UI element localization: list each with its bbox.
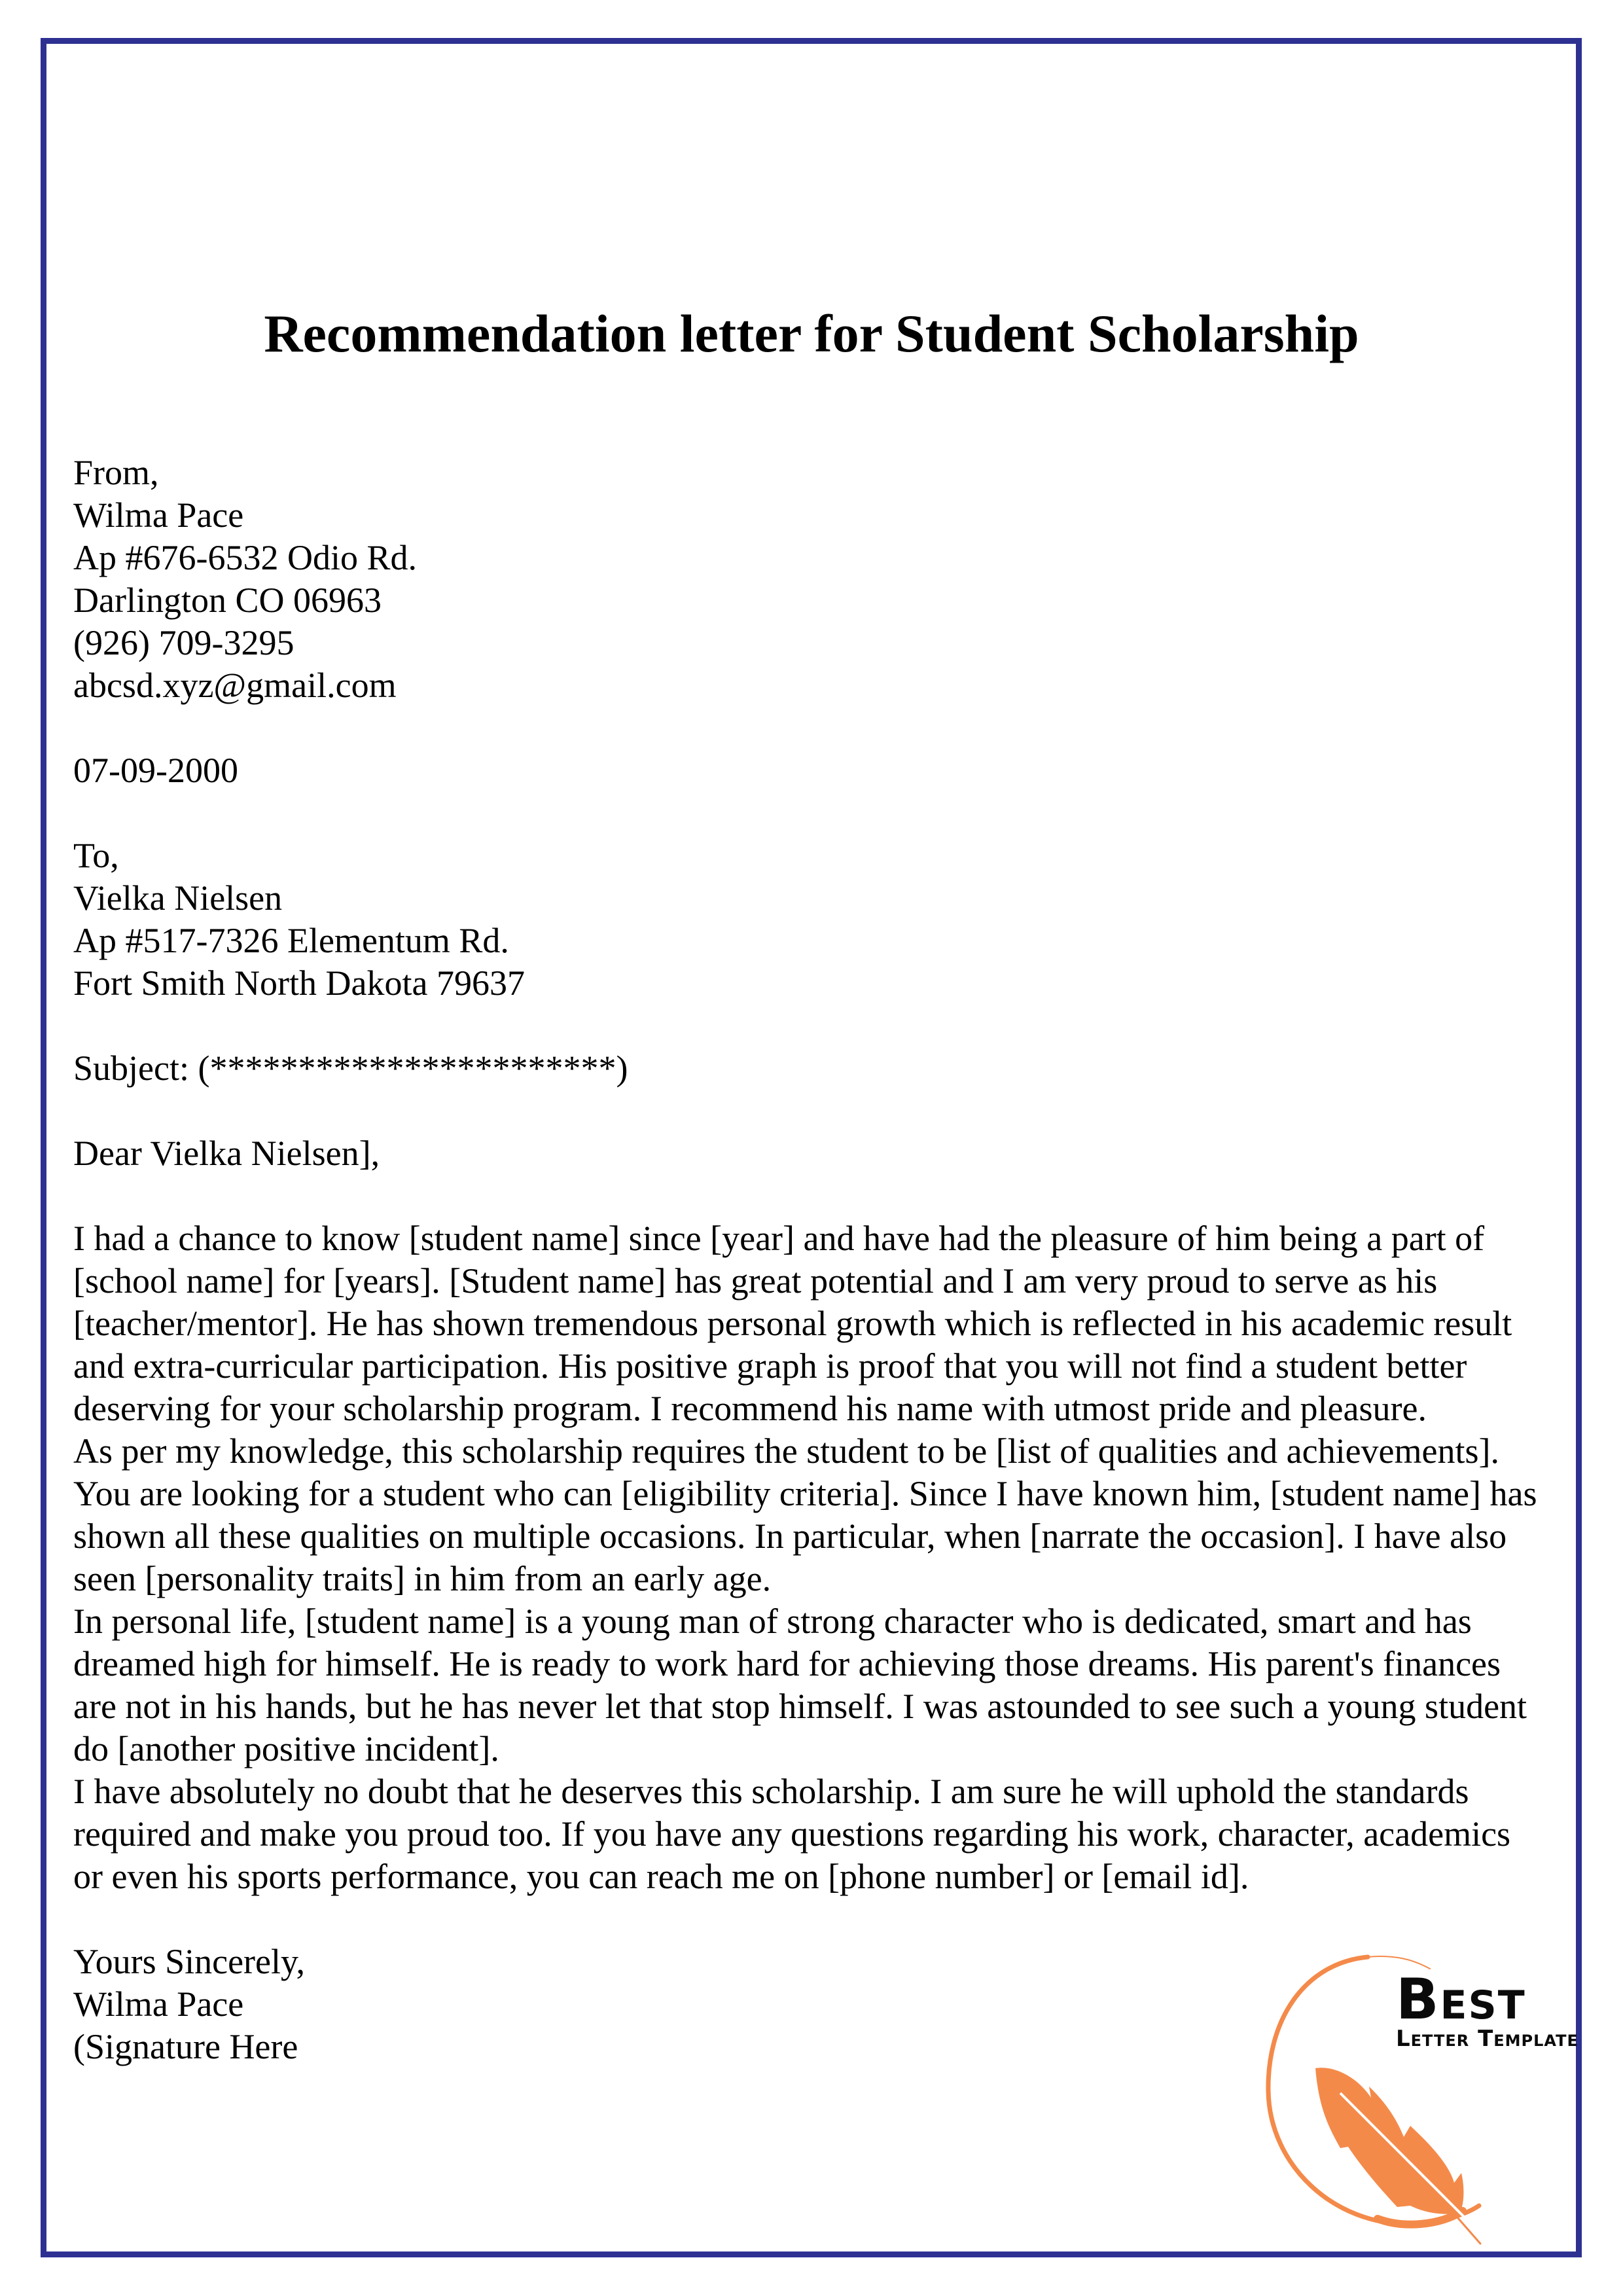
recipient-address-line2: Fort Smith North Dakota 79637 (73, 963, 525, 1003)
document-title: Recommendation letter for Student Scholarship (264, 304, 1359, 363)
body-line: are not in his hands, but he has never let that stop himself. I was astounded to see such a young student (73, 1687, 1527, 1726)
letter-body (73, 452, 1572, 2068)
spacer (73, 1005, 1572, 1047)
salutation: Dear Vielka Nielsen], (73, 1134, 380, 1173)
valediction: Yours Sincerely, (73, 1942, 306, 1981)
closing-name: Wilma Pace (73, 1984, 244, 2024)
sender-block (73, 452, 1572, 707)
body-line: dreamed high for himself. He is ready to work hard for achieving those dreams. His parent's finances (73, 1644, 1501, 1683)
spacer (73, 1090, 1572, 1132)
spacer (73, 792, 1572, 834)
body-line: seen [personality traits] in him from an early age. (73, 1559, 772, 1598)
logo-wordmark-best: Best (1396, 1967, 1526, 2032)
signature-placeholder: (Signature Here (73, 2027, 298, 2066)
body-line: required and make you proud too. If you have any questions regarding his work, character, academics (73, 1814, 1511, 1854)
sender-address-line1: Ap #676-6532 Odio Rd. (73, 538, 417, 577)
sender-phone: (926) 709-3295 (73, 623, 294, 662)
body-line: deserving for your scholarship program. I recommend his name with utmost pride and pleasure. (73, 1389, 1427, 1428)
body-line: As per my knowledge, this scholarship requires the student to be [list of qualities and achievements]. (73, 1431, 1499, 1471)
body-line: In personal life, [student name] is a young man of strong character who is dedicated, smart and has (73, 1602, 1472, 1641)
recipient-name: Vielka Nielsen (73, 878, 283, 918)
body-line: You are looking for a student who can [eligibility criteria]. Since I have known him, [student name] has (73, 1474, 1537, 1513)
brand-logo (1263, 1950, 1578, 2245)
sender-address-line2: Darlington CO 06963 (73, 581, 382, 620)
body-paragraphs (73, 1217, 1572, 1898)
spacer (73, 1175, 1572, 1217)
body-line: shown all these qualities on multiple occasions. In particular, when [narrate the occasion]. I have also (73, 1516, 1507, 1556)
body-line: I had a chance to know [student name] since [year] and have had the pleasure of him being a part of (73, 1219, 1485, 1258)
spacer (73, 707, 1572, 749)
letter-date: 07-09-2000 (73, 751, 238, 790)
subject-line: Subject: (***********************) (73, 1049, 628, 1088)
body-line: do [another positive incident]. (73, 1729, 499, 1768)
sender-label: From, (73, 453, 159, 492)
sender-name: Wilma Pace (73, 495, 244, 535)
recipient-block (73, 834, 1572, 1005)
spacer (73, 1898, 1572, 1941)
body-line: and extra-curricular participation. His positive graph is proof that you will not find a student better (73, 1346, 1467, 1386)
recipient-label: To, (73, 836, 119, 875)
body-line: or even his sports performance, you can reach me on [phone number] or [email id]. (73, 1857, 1249, 1896)
logo-wordmark-subtitle: Letter Template (1396, 2026, 1578, 2052)
body-line: [school name] for [years]. [Student name] has great potential and I am very proud to serve as his (73, 1261, 1438, 1300)
sender-email: abcsd.xyz@gmail.com (73, 666, 397, 705)
recipient-address-line1: Ap #517-7326 Elementum Rd. (73, 921, 509, 960)
body-line: I have absolutely no doubt that he deserves this scholarship. I am sure he will uphold the standards (73, 1772, 1469, 1811)
body-line: [teacher/mentor]. He has shown tremendous personal growth which is reflected in his academic result (73, 1304, 1512, 1343)
